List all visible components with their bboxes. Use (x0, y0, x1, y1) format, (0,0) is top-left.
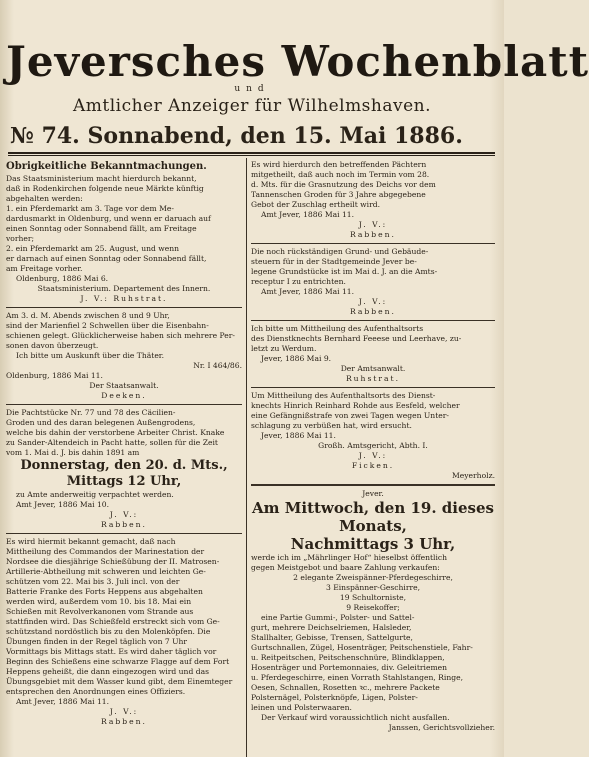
notice-signature: Ruhstrat. (345, 374, 401, 383)
text-line: schienen gelegt. Glücklicherweise haben sich mehrere Per- (6, 331, 235, 340)
text-line: Ich bitte um Auskunft über die Thäter. (16, 351, 165, 360)
notice-date: Jever, 1886 Mai 9. (261, 354, 332, 363)
text-line: stattfinden wird. Das Schießfeld erstreckt sich vom Ge- (6, 617, 220, 626)
auction-item-list (251, 573, 495, 613)
notice-signature-label: J. V.: (109, 510, 139, 519)
masthead-rule (8, 152, 495, 154)
text-line: sind der Marienfiel 2 Schwellen über die Eisenbahn- (6, 321, 209, 330)
text-line: einen Sonntag oder Sonnabend fällt, am Freitage (6, 224, 197, 233)
notice-markets (6, 160, 242, 304)
notice-signature-label: J. V.: (109, 707, 139, 716)
text-line: Am 3. d. M. Abends zwischen 8 und 9 Uhr, (6, 311, 170, 320)
text-line: gurt, mehrere Deichselriemen, Halsleder, (251, 623, 412, 632)
text-line: Stallhalter, Gebisse, Trensen, Sattelgurte, (251, 633, 413, 642)
text-line: legene Grundstücke ist im Mai d. J. an die Amts- (251, 267, 438, 276)
text-line: Beginn des Schießens eine schwarze Flagge auf dem Fort (6, 657, 230, 666)
column-divider (246, 158, 247, 757)
list-item: 3 Einspänner-Geschirre, (325, 583, 421, 592)
text-line: zu Sander-Altendeich in Pacht hatte, sollen für die Zeit (6, 438, 218, 447)
text-line: Batterie Franke des Forts Heppens aus abgehalten (6, 587, 203, 596)
masthead-rule-thin (8, 155, 495, 156)
text-line: u. Pferdegeschirre, einen Vorrath Stahlstangen, Ringe, (251, 673, 463, 682)
text-line: daß in Rodenkirchen folgende neue Märkte künftig (6, 184, 204, 193)
text-line: werden wird, außerdem vom 10. bis 18. Mai ein (6, 597, 192, 606)
notice-signature: Ficken. (351, 461, 395, 470)
text-line: gegen Meistgebot und baare Zahlung verkaufen: (251, 563, 440, 572)
section-heading: Obrigkeitliche Bekanntmachungen. (6, 161, 207, 172)
text-line: Ich bitte um Mittheilung des Aufenthaltsorts (251, 324, 424, 333)
notice-signature: Rabben. (101, 520, 147, 529)
text-line: Es wird hierdurch den betreffenden Pächtern (251, 160, 427, 169)
text-line: Es wird hiermit bekannt gemacht, daß nach (6, 537, 176, 546)
text-line: letzt zu Werdum. (251, 344, 317, 353)
divider (251, 243, 495, 244)
text-line: er darnach auf einen Sonntag oder Sonnabend fällt, (6, 254, 207, 263)
notice-date: Jever, 1886 Mai 11. (261, 431, 336, 440)
text-line: schlagung zu verbüßen hat, wird ersucht. (251, 421, 412, 430)
divider (251, 387, 495, 388)
text-line: Das Staatsministerium macht hierdurch bekannt, (6, 174, 197, 183)
text-line: schützstand nordöstlich bis zu den Molenköpfen. Die (6, 627, 211, 636)
notice-signature: Rabben. (350, 307, 396, 316)
divider (6, 533, 242, 534)
notice-signature: Rabben. (101, 717, 147, 726)
text-line: schützen vom 22. Mai bis 3. Juli incl. von der (6, 577, 180, 586)
notice-date: Oldenburg, 1886 Mai 11. (6, 371, 103, 380)
text-line: knechts Hinrich Reinhard Rohde aus Eesfeld, welcher (251, 401, 460, 410)
lease-time-line: Mittags 12 Uhr, (66, 474, 182, 489)
notice-date: Amt Jever, 1886 Mai 11. (16, 697, 110, 706)
text-line: dardusmarkt in Oldenburg, und wenn er daruach auf (6, 214, 211, 223)
notice-shooting (6, 537, 242, 727)
auction-note: Der Verkauf wird voraussichtlich nicht ausfallen. (261, 713, 450, 722)
text-line: vorher; (6, 234, 35, 243)
text-line: Übungsgebiet mit dem Wasser kund gibt, dem Einemteger (6, 677, 233, 686)
text-line: abgehalten werden: (6, 194, 83, 203)
masthead-subtitle: Amtlicher Anzeiger für Wilhelmshaven. (72, 96, 432, 116)
divider (251, 320, 495, 321)
text-line: Oesen, Schnallen, Rosetten ꝛc., mehrere Packete (251, 683, 440, 692)
notice-office: Der Staatsanwalt. (89, 381, 159, 390)
text-line: receptur I zu entrichten. (251, 277, 346, 286)
text-line: Mittheilung des Commandos der Marinestation der (6, 547, 205, 556)
text-line: Vormittags bis Mittags statt. Es wird daher täglich vor (6, 647, 217, 656)
text-line: u. Reitpeitschen, Peitschenschnüre, Blindklappen, (251, 653, 445, 662)
text-line: Hosenträger und Portemonnaies, div. Geleitriemen (251, 663, 448, 672)
text-line: sonen davon überzeugt. (6, 341, 99, 350)
text-line: werde ich im „Mährlinger Hof“ hieselbst öffentlich (251, 553, 448, 562)
auction-date-line: Am Mittwoch, den 19. dieses Monats, (252, 499, 494, 535)
text-line: 1. ein Pferdemarkt am 3. Tage vor dem Me- (6, 204, 174, 213)
notice-name: Meyerholz. (452, 471, 495, 480)
text-line: leinen und Polsterwaaren. (251, 703, 352, 712)
divider (251, 484, 495, 486)
text-line: d. Mts. für die Grasnutzung des Deichs vor dem (251, 180, 436, 189)
text-line: Groden und des daran belegenen Außengrodens, (6, 418, 196, 427)
notice-signature-label: J. V.: (358, 297, 388, 306)
notice-date: Amt Jever, 1886 Mai 11. (261, 210, 355, 219)
text-line: 2. ein Pferdemarkt am 25. August, und wenn (6, 244, 180, 253)
notice-whereabouts-1 (251, 324, 495, 384)
text-line: eine Partie Gummi-, Polster- und Sattel- (261, 613, 415, 622)
notice-whereabouts-2 (251, 391, 495, 481)
notice-reference: Nr. I 464/86. (193, 361, 242, 370)
text-line: Polsternägel, Polsterknöpfe, Ligen, Polster- (251, 693, 418, 702)
right-column (251, 160, 495, 757)
lease-date-line: Donnerstag, den 20. d. Mts., (20, 458, 228, 473)
notice-lease (6, 408, 242, 530)
text-line: Heppens geheißt, die dann eingezogen wird und das (6, 667, 210, 676)
notice-office: Der Amtsanwalt. (340, 364, 406, 373)
list-item: 2 elegante Zweispänner-Pferdegeschirre, (293, 573, 453, 582)
text-line: Artillerie-Abtheilung mit schweren und leichten Ge- (6, 567, 206, 576)
auction-signature: Janssen, Gerichtsvollzieher. (388, 723, 495, 732)
text-line: Nordsee die diesjährige Schießübung der II. Matrosen- (6, 557, 220, 566)
notice-date: Oldenburg, 1886 Mai 6. (16, 274, 109, 283)
text-line: Gurtschnallen, Zügel, Hosenträger, Peitschenstiele, Fahr- (251, 643, 473, 652)
notice-dike-grass (251, 160, 495, 240)
issue-line: № 74. Sonnabend, den 15. Mai 1886. (10, 123, 463, 149)
notice-date: Amt Jever, 1886 Mai 11. (261, 287, 355, 296)
notice-signature: Rabben. (350, 230, 396, 239)
text-line: Gebot der Zuschlag ertheilt wird. (251, 200, 381, 209)
list-item: 9 Reisekoffer; (346, 603, 400, 612)
text-line: des Dienstknechts Bernhard Feeese und Leerhave, zu- (251, 334, 462, 343)
text-line: mitgetheilt, daß auch noch im Termin vom 28. (251, 170, 430, 179)
notice-taxes (251, 247, 495, 317)
notice-signature-label: J. V.: (358, 220, 388, 229)
notice-signature-label: J. V.: (358, 451, 388, 460)
notice-signature: Deeken. (101, 391, 147, 400)
text-line: steuern für in der Stadtgemeinde Jever be- (251, 257, 417, 266)
notice-date: Amt Jever, 1886 Mai 10. (16, 500, 110, 509)
text-line: entsprechen den Anordnungen eines Offiziers. (6, 687, 186, 696)
masthead-und: und (234, 84, 270, 94)
auction-advert (251, 489, 495, 733)
notice-office: Staatsministerium. Departement des Innern. (37, 284, 211, 293)
divider (6, 307, 242, 308)
text-line: zu Amte anderweitig verpachtet werden. (16, 490, 174, 499)
text-line: Tannenschen Groden für 3 Jahre abgegebene (251, 190, 426, 199)
text-line: Die Pachtstücke Nr. 77 und 78 des Cäcilien- (6, 408, 176, 417)
auction-place: Jever. (362, 489, 384, 498)
text-line: welche bis dahin der verstorbene Arbeiter Christ. Knake (6, 428, 225, 437)
notice-railway (6, 311, 242, 401)
text-line: Die noch rückständigen Grund- und Gebäude- (251, 247, 429, 256)
text-line: am Freitage vorher. (6, 264, 83, 273)
text-line: Übungen finden in der Regel täglich von 7 Uhr (6, 637, 188, 646)
text-line: Um Mittheilung des Aufenthaltsorts des Dienst- (251, 391, 436, 400)
notice-office: Großh. Amtsgericht, Abth. I. (318, 441, 428, 450)
left-column (6, 160, 242, 757)
divider (6, 404, 242, 405)
text-line: eine Gefängnißstrafe von zwei Tagen wegen Unter- (251, 411, 449, 420)
list-item: 19 Schultorniste, (339, 593, 407, 602)
masthead-title: Jeversches Wochenblatt (6, 37, 589, 86)
text-line: vom 1. Mai d. J. bis dahin 1891 am (6, 448, 140, 457)
notice-signature: J. V.: Ruhstrat. (80, 294, 168, 303)
text-line: Schießen mit Revolverkanonen vom Strande aus (6, 607, 194, 616)
auction-time-line: Nachmittags 3 Uhr, (290, 535, 456, 553)
